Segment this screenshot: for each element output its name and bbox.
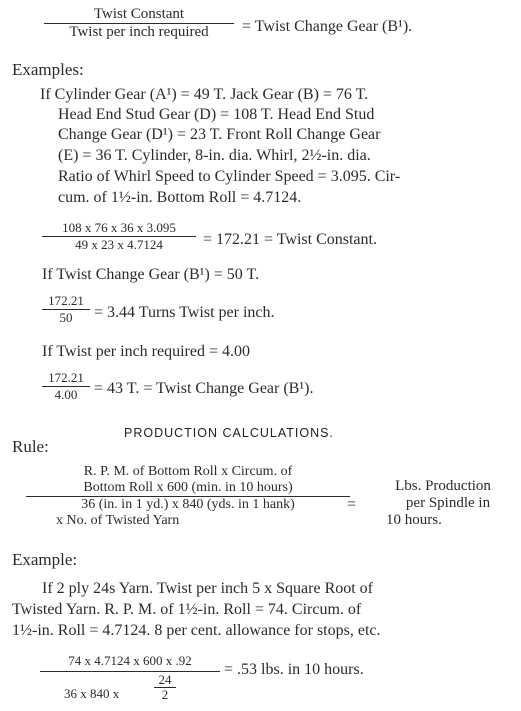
- example2-line-1: If 2 ply 24s Yarn. Twist per inch 5 x Square Root of: [42, 580, 374, 597]
- rule-numerator-line-1: R. P. M. of Bottom Roll x Circum. of: [83, 464, 293, 479]
- inner-fraction: [154, 673, 176, 702]
- production-denominator: [40, 672, 220, 708]
- turns-denominator: 50: [59, 310, 73, 325]
- rule-heading: Rule:: [12, 437, 49, 456]
- turns-fraction: [42, 293, 90, 326]
- examples-heading: Examples:: [12, 60, 84, 79]
- twist-constant-result: = 172.21 = Twist Constant.: [203, 231, 377, 248]
- production-result: = .53 lbs. in 10 hours.: [224, 661, 364, 678]
- twist-constant-numerator: 108 x 76 x 36 x 3.095: [62, 220, 176, 235]
- rule-denominator-line-2: x No. of Twisted Yarn: [56, 513, 180, 528]
- example2-line-3: 1½-in. Roll = 4.7124. 8 per cent. allowance for stops, etc.: [12, 622, 381, 639]
- formula-result: = Twist Change Gear (B¹).: [242, 18, 413, 35]
- example2-line-2: Twisted Yarn. R. P. M. of 1½-in. Roll = 74. Circum. of: [12, 601, 362, 618]
- formula-denominator: Twist per inch required: [69, 24, 209, 40]
- rule-fraction: [26, 464, 350, 529]
- twist-constant-fraction: [42, 220, 196, 253]
- inner-numerator: 24: [158, 672, 172, 687]
- example1-line-2: Head End Stud Gear (D) = 108 T. Head End Stud: [58, 106, 375, 123]
- rule-result: [368, 478, 518, 529]
- production-numerator: 74 x 4.7124 x 600 x .92: [68, 653, 192, 668]
- example1-line-1: If Cylinder Gear (A¹) = 49 T. Jack Gear (B) = 76 T.: [40, 86, 369, 103]
- example1-line-6: cum. of 1½-in. Bottom Roll = 4.7124.: [58, 189, 302, 206]
- twist-constant-denominator: 49 x 23 x 4.7124: [75, 237, 163, 252]
- example1-line-5: Ratio of Whirl Speed to Cylinder Speed = 3.095. Cir-: [58, 168, 401, 185]
- section-heading: PRODUCTION CALCULATIONS.: [124, 426, 334, 440]
- gear-denominator: 4.00: [54, 387, 78, 402]
- production-fraction: [40, 653, 220, 708]
- rule-result-line-1: Lbs. Production: [395, 478, 491, 494]
- example1-line-3: Change Gear (D¹) = 23 T. Front Roll Change Gear: [58, 126, 381, 143]
- rule-result-line-2: per Spindle in: [405, 495, 491, 511]
- twist-change-gear-formula: [44, 6, 234, 41]
- if-required-line: If Twist per inch required = 4.00: [42, 343, 250, 360]
- rule-denominator-line-1: 36 (in. in 1 yd.) x 840 (yds. in 1 hank): [81, 497, 295, 512]
- if-change-gear-line: If Twist Change Gear (B¹) = 50 T.: [42, 266, 260, 283]
- example1-line-4: (E) = 36 T. Cylinder, 8-in. dia. Whirl, 2½-in. dia.: [58, 147, 371, 164]
- turns-numerator: 172.21: [48, 293, 84, 308]
- rule-numerator-line-2: Bottom Roll x 600 (min. in 10 hours): [83, 480, 293, 495]
- gear-result: = 43 T. = Twist Change Gear (B¹).: [94, 380, 314, 397]
- formula-numerator: Twist Constant: [93, 6, 185, 22]
- rule-equals: =: [347, 496, 357, 513]
- production-denominator-prefix: 36 x 840 x: [64, 686, 120, 701]
- gear-numerator: 172.21: [48, 370, 84, 385]
- inner-denominator: 2: [161, 687, 169, 702]
- example-heading: Example:: [12, 550, 78, 569]
- turns-result: = 3.44 Turns Twist per inch.: [94, 304, 275, 321]
- rule-result-line-3: 10 hours.: [386, 512, 442, 528]
- gear-fraction: [42, 370, 90, 403]
